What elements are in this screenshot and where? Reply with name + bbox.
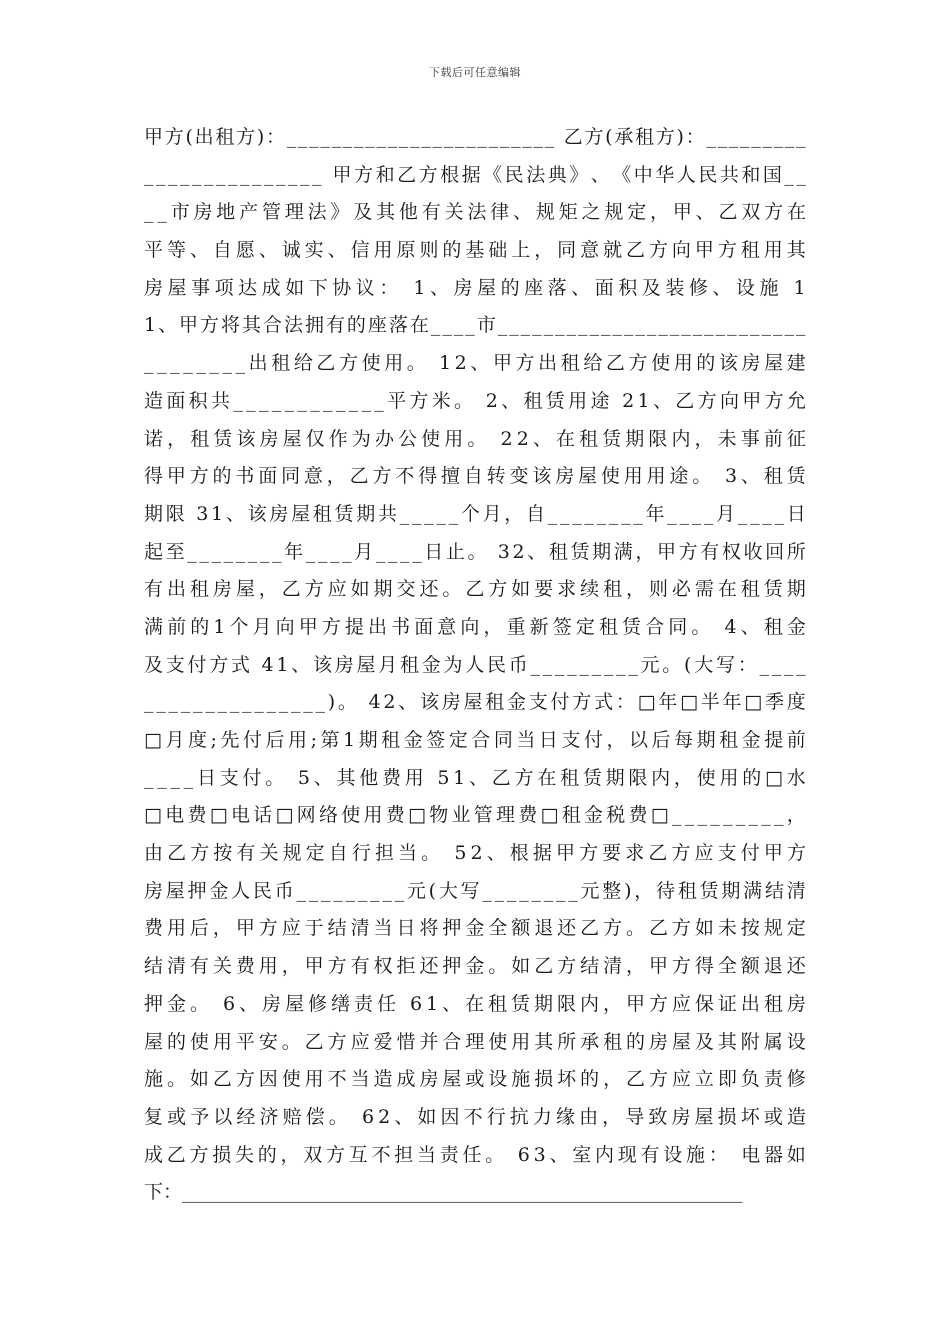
- text-line: 得 甲 方 的 书 面 同 意 ， 乙 方 不 得 擅 自 转 变 该 房 屋 使 用 用 途 。 3 、 租 赁: [144, 465, 806, 488]
- text-line: 成 乙 方 损 失 的 ， 双 方 互 不 担 当 责 任 。 6 3 、 室 内 现 有 设 施 ： 电 器 如: [144, 1143, 806, 1166]
- text-line: 费 用 后 ， 甲 方 应 于 结 清 当 日 将 押 金 全 额 退 还 乙 方 。 乙 方 如 未 按 规 定: [144, 917, 806, 940]
- text-line: 及 支 付 方 式 4 1 、 该 房 屋 月 租 金 为 人 民 币 _ _ _ _ _ _ _ _ _ 元 。 ( 大 写 ： _ _ _ _: [144, 653, 806, 676]
- text-line: 屋 的 使 用 平 安 。 乙 方 应 爱 惜 并 合 理 使 用 其 所 承 租 的 房 屋 及 其 附 属 设: [144, 1030, 806, 1053]
- text-line: 造 面 积 共 _ _ _ _ _ _ _ _ _ _ _ _ 平 方 米 。 2 、 租 赁 用 途 2 1 、 乙 方 向 甲 方 允: [144, 389, 806, 412]
- text-line: □ 月 度 ; 先 付 后 用 ; 第 1 期 租 金 签 定 合 同 当 日 支 付 ， 以 后 每 期 租 金 提 前: [144, 729, 806, 751]
- text-line: 满 前 的 1 个 月 向 甲 方 提 出 书 面 意 向 ， 重 新 签 定 租 赁 合 同 。 4 、 租 金: [144, 615, 806, 638]
- text-line: _ _ _ _ _ _ _ _ _ _ _ _ _ _ _ ) 。 4 2 、 该 房 屋 租 金 支 付 方 式 ： □ 年 □ 半 年 □ 季 度: [144, 691, 806, 714]
- text-line: 平 等 、 自 愿 、 诚 实 、 信 用 原 则 的 基 础 上 ， 同 意 就 乙 方 向 甲 方 租 用 其: [144, 239, 806, 262]
- text-line: 房 屋 事 项 达 成 如 下 协 议 ： 1 、 房 屋 的 座 落 、 面 积 及 装 修 、 设 施 1: [144, 276, 806, 299]
- text-line: 起 至 _ _ _ _ _ _ _ _ 年 _ _ _ _ 月 _ _ _ _ 日 止 。 3 2 、 租 赁 期 满 ， 甲 方 有 权 收 回 所: [144, 540, 806, 563]
- page-header-note: 下载后可任意编辑: [429, 66, 521, 79]
- text-line: 有 出 租 房 屋 ， 乙 方 应 如 期 交 还 。 乙 方 如 要 求 续 租 ， 则 必 需 在 租 赁 期: [144, 578, 806, 601]
- text-line: _ _ _ _ _ _ _ _ 出 租 给 乙 方 使 用 。 1 2 、 甲 方 出 租 给 乙 方 使 用 的 该 房 屋 建: [144, 352, 806, 375]
- text-line: 房 屋 押 金 人 民 币 _ _ _ _ _ _ _ _ _ 元 ( 大 写 _ _ _ _ _ _ _ _ 元 整 ) ， 待 租 赁 期 满 结 清: [144, 879, 806, 902]
- text-line: 结 清 有 关 费 用 ， 甲 方 有 权 拒 还 押 金 。 如 乙 方 结 清 ， 甲 方 得 全 额 退 还: [144, 955, 806, 978]
- text-line: 下：___________________________________________________________: [144, 1181, 743, 1204]
- contract-body: [144, 119, 806, 1212]
- text-line: 施 。 如 乙 方 因 使 用 不 当 造 成 房 屋 或 设 施 损 坏 的 ， 乙 方 应 立 即 负 责 修: [144, 1068, 806, 1091]
- text-line: 复 或 予 以 经 济 赔 偿 。 6 2 、 如 因 不 行 抗 力 缘 由 ， 导 致 房 屋 损 坏 或 造: [144, 1105, 806, 1128]
- text-line: 期 限 3 1 、 该 房 屋 租 赁 期 共 _ _ _ _ _ 个 月 ， 自 _ _ _ _ _ _ _ _ 年 _ _ _ _ 月 _ _ _ _ 日: [144, 502, 806, 525]
- text-line: 1 、 甲 方 将 其 合 法 拥 有 的 座 落 在 _ _ _ _ 市 _ _ _ _ _ _ _ _ _ _ _ _ _ _ _ _ _ _ _ _ _ _ _ _ _ _ _: [144, 314, 806, 337]
- text-line: 押 金 。 6 、 房 屋 修 缮 责 任 6 1 、 在 租 赁 期 限 内 ， 甲 方 应 保 证 出 租 房: [144, 992, 806, 1015]
- text-line: 诺 ， 租 赁 该 房 屋 仅 作 为 办 公 使 用 。 2 2 、 在 租 赁 期 限 内 ， 未 事 前 征: [144, 427, 806, 450]
- text-line: _ _ 市 房 地 产 管 理 法 》 及 其 他 有 关 法 律 、 规 矩 之 规 定 ， 甲 、 乙 双 方 在: [144, 201, 806, 224]
- text-line: _ _ _ _ _ _ _ _ _ _ _ _ _ _ _ 甲 方 和 乙 方 根 据 《 民 法 典 》 、 《 中 华 人 民 共 和 国 _ _: [144, 163, 806, 186]
- text-line: 由 乙 方 按 有 关 规 定 自 行 担 当 。 5 2 、 根 据 甲 方 要 求 乙 方 应 支 付 甲 方: [144, 842, 806, 865]
- text-line: _ _ _ _ 日 支 付 。 5 、 其 他 费 用 5 1 、 乙 方 在 租 赁 期 限 内 ， 使 用 的 □ 水: [144, 766, 806, 789]
- text-line: □ 电 费 □ 电 话 □ 网 络 使 用 费 □ 物 业 管 理 费 □ 租 金 税 费 □ _ _ _ _ _ _ _ _ _ ，: [144, 804, 806, 827]
- text-line: 甲 方 ( 出 租 方 ) ： _ _ _ _ _ _ _ _ _ _ _ _ _ _ _ _ _ _ _ _ _ _ _ _ 乙 方 ( 承 租 方 ) ： _ _ _ _ _ _ _ _ _: [144, 126, 806, 148]
